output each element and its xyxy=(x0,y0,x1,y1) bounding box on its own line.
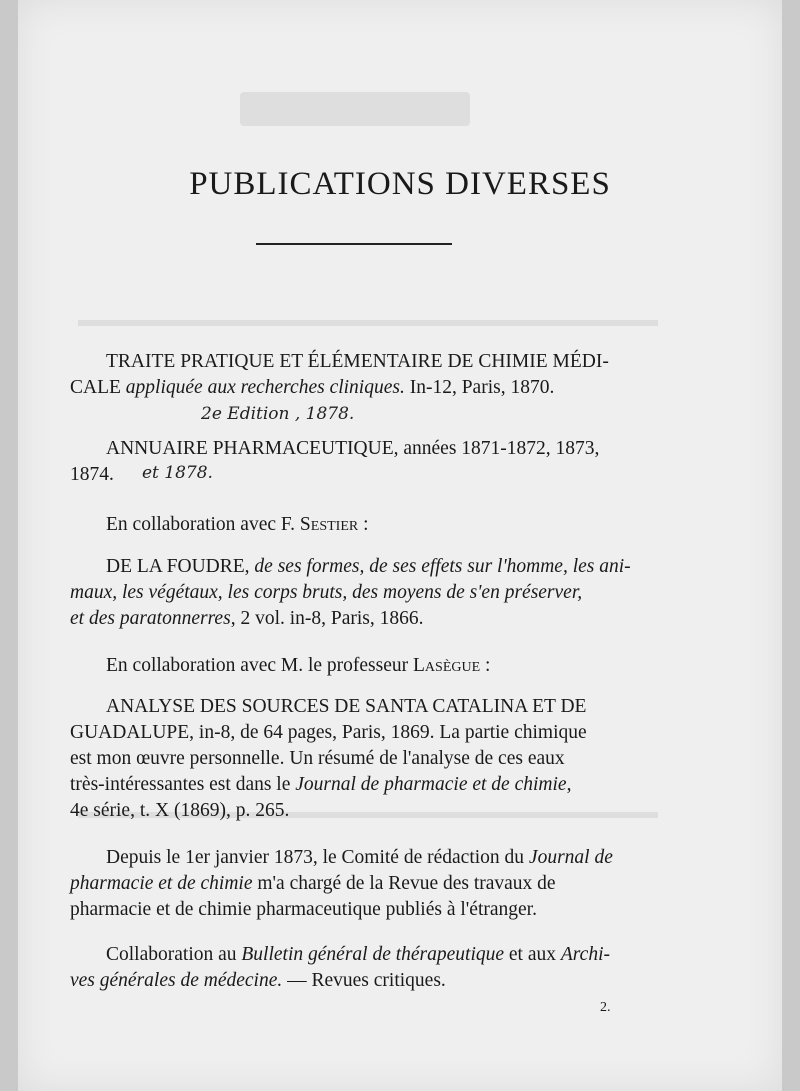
entry-line: ANNUAIRE PHARMACEUTIQUE, années 1871-1872, 1873, xyxy=(106,438,600,459)
bleed-through xyxy=(240,92,470,126)
publication-entry-3 xyxy=(70,554,652,632)
entry-line: 1874. xyxy=(70,464,114,485)
document-page xyxy=(18,0,782,1091)
collaboration-heading-1: En collaboration avec F. Sestier : xyxy=(106,514,369,535)
entry-line: pharmacie et de chimie pharmaceutique publiés à l'étranger. xyxy=(70,899,537,920)
publication-entry-6 xyxy=(70,942,652,994)
entry-line: et des paratonnerres, 2 vol. in-8, Paris, 1866. xyxy=(70,608,424,629)
publication-entry-1 xyxy=(70,349,652,401)
page-title: PUBLICATIONS DIVERSES xyxy=(189,166,611,202)
entry-line: Depuis le 1er janvier 1873, le Comité de rédaction du Journal de xyxy=(106,847,613,868)
entry-line: Collaboration au Bulletin général de thérapeutique et aux Archi- xyxy=(106,944,610,965)
entry-line: DE LA FOUDRE, de ses formes, de ses effets sur l'homme, les ani- xyxy=(106,556,631,577)
entry-line: pharmacie et de chimie m'a chargé de la Revue des travaux de xyxy=(70,873,556,894)
publication-entry-4 xyxy=(70,694,652,824)
handwritten-note-1: 2e Edition , 1878. xyxy=(201,404,355,424)
bleed-through xyxy=(78,320,658,326)
entry-line: maux, les végétaux, les corps bruts, des moyens de s'en préserver, xyxy=(70,582,583,603)
entry-line: ANALYSE DES SOURCES DE SANTA CATALINA ET DE xyxy=(106,696,587,717)
entry-line: TRAITE PRATIQUE ET ÉLÉMENTAIRE DE CHIMIE MÉDI- xyxy=(106,351,609,372)
handwritten-note-2: et 1878. xyxy=(142,463,213,483)
page-number: 2. xyxy=(600,1000,611,1015)
collaboration-heading-2: En collaboration avec M. le professeur Lasègue : xyxy=(106,655,491,676)
entry-line: CALE appliquée aux recherches cliniques. In-12, Paris, 1870. xyxy=(70,377,555,398)
entry-line: est mon œuvre personnelle. Un résumé de l'analyse de ces eaux xyxy=(70,748,565,769)
title-rule xyxy=(256,243,452,245)
publication-entry-5 xyxy=(70,845,652,923)
entry-line: 4e série, t. X (1869), p. 265. xyxy=(70,800,290,821)
entry-line: ves générales de médecine. — Revues critiques. xyxy=(70,970,446,991)
entry-line: GUADALUPE, in-8, de 64 pages, Paris, 1869. La partie chimique xyxy=(70,722,587,743)
entry-line: très-intéressantes est dans le Journal de pharmacie et de chimie, xyxy=(70,774,572,795)
